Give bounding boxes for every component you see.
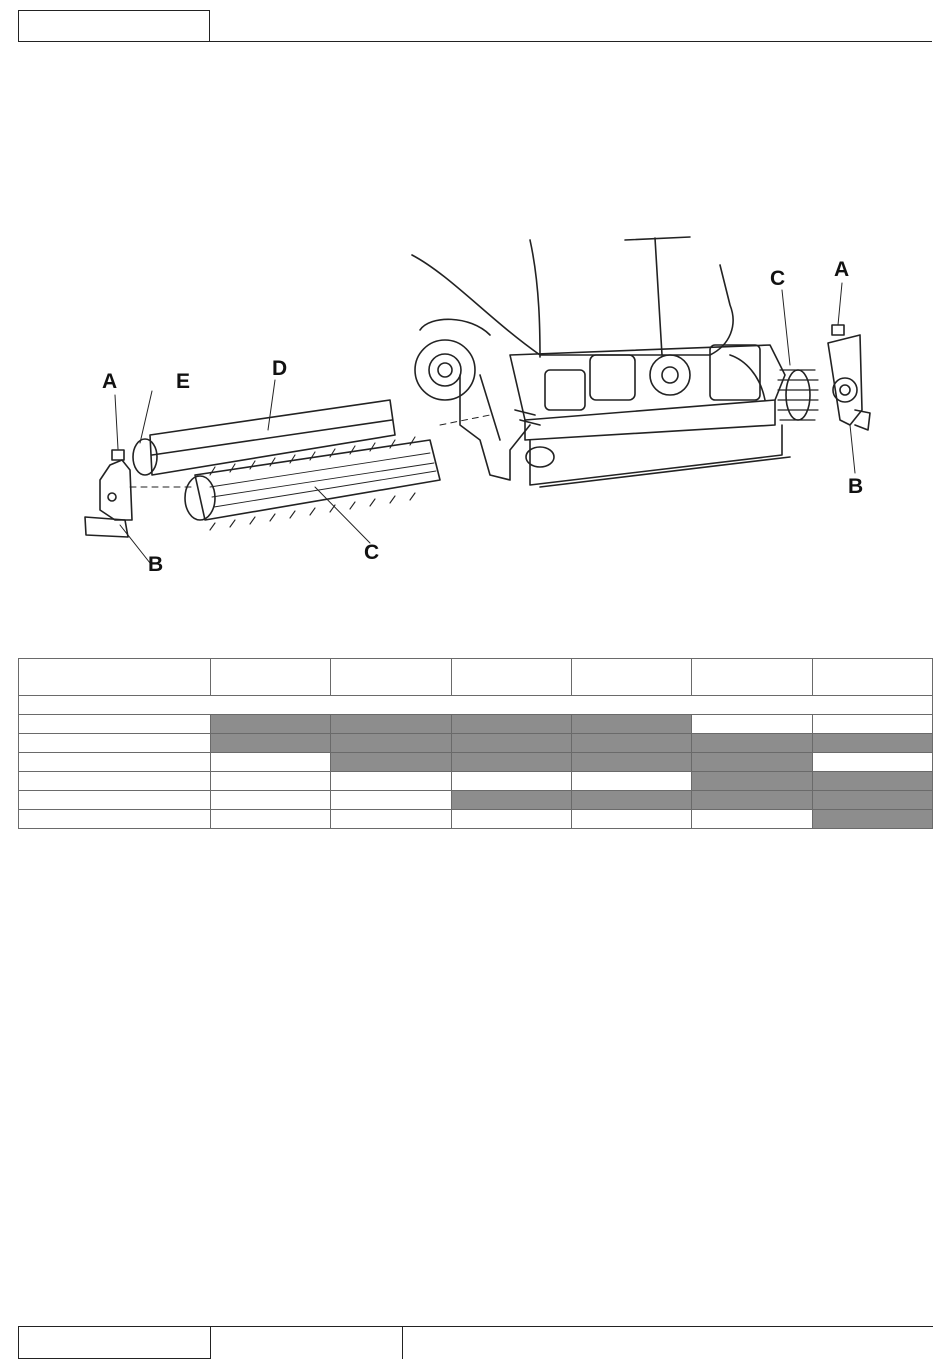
table-cell <box>19 734 211 753</box>
table-row <box>19 715 933 734</box>
table-row <box>19 696 933 715</box>
table-cell <box>211 659 331 696</box>
compatibility-table <box>18 658 933 829</box>
table-section-cell <box>19 696 933 715</box>
roller-brush <box>185 437 440 530</box>
table-row <box>19 772 933 791</box>
table-cell <box>331 791 451 810</box>
footer-rule <box>211 1326 933 1327</box>
table-cell-shaded <box>211 734 331 753</box>
callout-b-left: B <box>148 553 164 576</box>
table-cell <box>331 772 451 791</box>
table-cell-shaded <box>571 791 691 810</box>
table-cell-shaded <box>451 734 571 753</box>
table-header-row <box>19 659 933 696</box>
table-cell <box>19 659 211 696</box>
right-bracket <box>828 325 870 430</box>
table-cell-shaded <box>812 791 932 810</box>
table-cell-shaded <box>451 753 571 772</box>
left-bracket <box>85 450 132 537</box>
table-cell <box>19 753 211 772</box>
table-cell-shaded <box>571 715 691 734</box>
table-cell-shaded <box>692 734 812 753</box>
table-cell-shaded <box>331 753 451 772</box>
table-cell <box>211 753 331 772</box>
callout-c-bottom: C <box>364 541 380 564</box>
table-cell-shaded <box>692 772 812 791</box>
table-row <box>19 810 933 829</box>
table-cell-shaded <box>331 715 451 734</box>
table-cell <box>571 772 691 791</box>
table-cell-shaded <box>812 734 932 753</box>
brush-assembly-figure <box>70 225 900 600</box>
table-cell <box>451 772 571 791</box>
table-row <box>19 753 933 772</box>
table-cell <box>211 810 331 829</box>
table-cell-shaded <box>331 734 451 753</box>
table-cell <box>19 791 211 810</box>
table-row <box>19 734 933 753</box>
table-cell-shaded <box>571 753 691 772</box>
callout-a-left: A <box>102 370 118 393</box>
callout-c-right: C <box>770 267 786 290</box>
table-cell-shaded <box>692 753 812 772</box>
callout-leaders <box>115 283 855 563</box>
machine-body <box>412 237 790 487</box>
table-cell <box>812 659 932 696</box>
brush-tray <box>133 400 395 475</box>
table-cell <box>692 659 812 696</box>
table-cell <box>812 715 932 734</box>
table-cell <box>571 659 691 696</box>
callout-e: E <box>176 370 191 393</box>
table-row <box>19 791 933 810</box>
table-cell <box>451 810 571 829</box>
table-cell <box>451 659 571 696</box>
header-label-box <box>18 10 210 42</box>
table-cell <box>812 753 932 772</box>
table-cell <box>692 810 812 829</box>
table-cell <box>692 715 812 734</box>
table-cell-shaded <box>451 715 571 734</box>
table-cell <box>331 659 451 696</box>
table-cell <box>19 810 211 829</box>
footer-label-box <box>18 1326 211 1359</box>
callout-d: D <box>272 357 288 380</box>
table-cell <box>331 810 451 829</box>
table-cell <box>211 772 331 791</box>
callout-a-right: A <box>834 258 850 281</box>
table-cell-shaded <box>692 791 812 810</box>
table-cell-shaded <box>211 715 331 734</box>
callout-b-right: B <box>848 475 864 498</box>
header-rule <box>210 41 932 42</box>
table-cell <box>571 810 691 829</box>
brush-assembly-drawing <box>70 225 900 600</box>
table-cell-shaded <box>812 772 932 791</box>
table-cell-shaded <box>812 810 932 829</box>
table-cell <box>19 715 211 734</box>
table-cell <box>19 772 211 791</box>
table-cell-shaded <box>571 734 691 753</box>
footer-divider <box>402 1326 403 1359</box>
table-cell <box>211 791 331 810</box>
table-cell-shaded <box>451 791 571 810</box>
table-body <box>19 659 933 829</box>
